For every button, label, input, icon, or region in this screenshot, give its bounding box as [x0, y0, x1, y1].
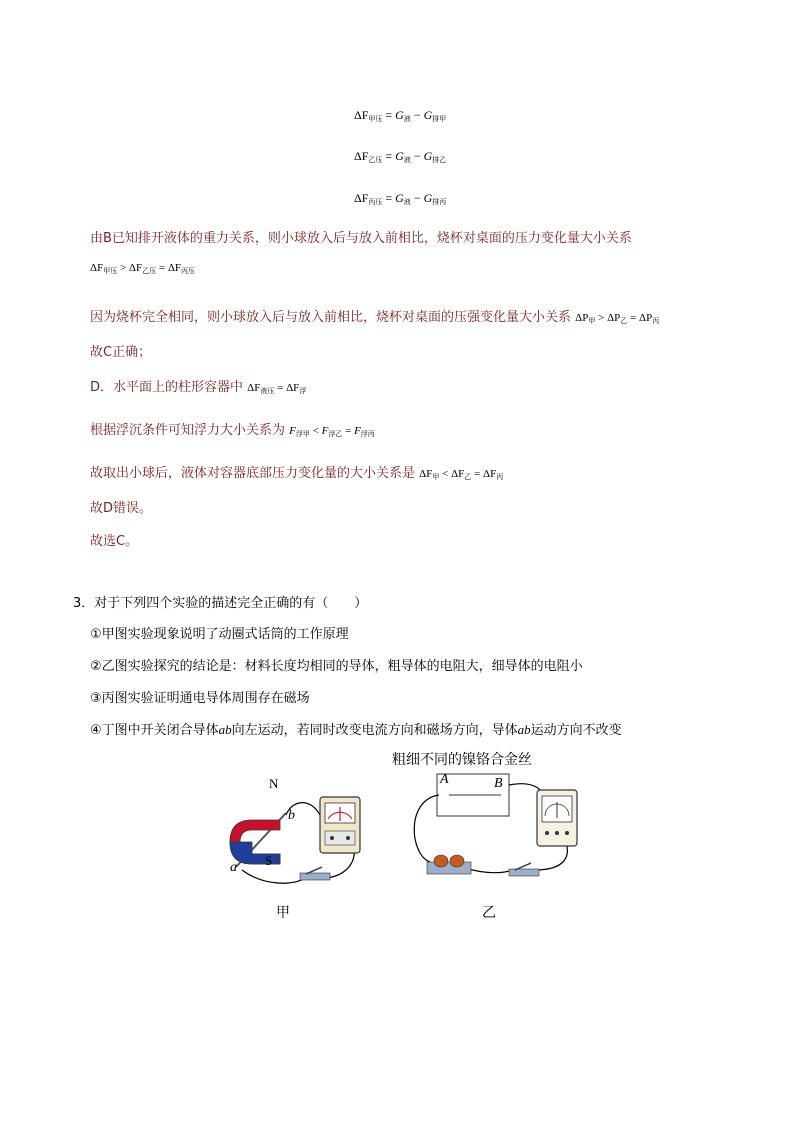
battery [434, 855, 448, 867]
equation-2: $\Delta F_{乙压} = G_液 - G_{排乙}$ [354, 149, 447, 164]
pressure-force-relation: $\Delta F_{甲压} > \Delta F_{乙压} = \Delta F_{丙压}$ [90, 262, 196, 275]
caption-jia: 甲 [276, 905, 290, 921]
battery [450, 855, 464, 867]
option-3: ③丙图实验证明通电导体周围存在磁场 [90, 691, 310, 706]
final-answer: 故选C。 [90, 534, 139, 549]
explanation-line-7: 故取出小球后，液体对容器底部压力变化量的大小关系是 $\Delta F_甲 < \Delta F_乙 = \Delta F_丙$ [90, 466, 504, 481]
equation-3: $\Delta F_{丙压} = G_液 - G_{排丙}$ [354, 191, 447, 206]
label-a: a [230, 860, 237, 875]
wire-caption: 粗细不同的镍铬合金丝 [392, 752, 532, 768]
conclusion-c: 故C正确； [90, 345, 152, 360]
wire [242, 870, 307, 883]
conclusion-d: 故D错误。 [90, 501, 153, 516]
explanation-line-5: D．水平面上的柱形容器中 $\Delta F_{液压} = \Delta F_浮$ [90, 380, 307, 395]
label-b-terminal: B [494, 776, 503, 791]
switch-base [300, 873, 330, 880]
figure-jia-apparatus [222, 775, 372, 895]
question-stem: 3．对于下列四个实验的描述完全正确的有（ ） [73, 596, 368, 611]
label-s: S [265, 853, 273, 868]
label-a-terminal: A [440, 772, 449, 787]
label-n: N [269, 776, 279, 791]
label-b: b [288, 808, 295, 823]
option-2: ②乙图实验探究的结论是：材料长度均相同的导体，粗导体的电阻大，细导体的电阻小 [90, 659, 583, 674]
switch-base [509, 869, 539, 876]
explanation-line-1: 由B已知排开液体的重力关系，则小球放入后与放入前相比，烧杯对桌面的压力变化量大小关系 [90, 231, 632, 246]
equation-1: $\Delta F_{甲压} = G_液 - G_{排甲}$ [354, 108, 447, 123]
explanation-line-6: 根据浮沉条件可知浮力大小关系为 $F_{浮甲} < F_{浮乙} = F_{浮丙}$ [90, 423, 375, 438]
option-1: ①甲图实验现象说明了动圈式话筒的工作原理 [90, 627, 349, 642]
option-4: ④丁图中开关闭合导体ab向左运动，若同时改变电流方向和磁场方向，导体ab运动方向不改变 [90, 722, 622, 738]
explanation-line-3: 因为烧杯完全相同，则小球放入后与放入前相比，烧杯对桌面的压强变化量大小关系 $\Delta P_甲 > \Delta P_乙 = \Delta P_丙$ [90, 310, 660, 325]
battery-holder [427, 862, 471, 874]
caption-yi: 乙 [482, 905, 496, 921]
